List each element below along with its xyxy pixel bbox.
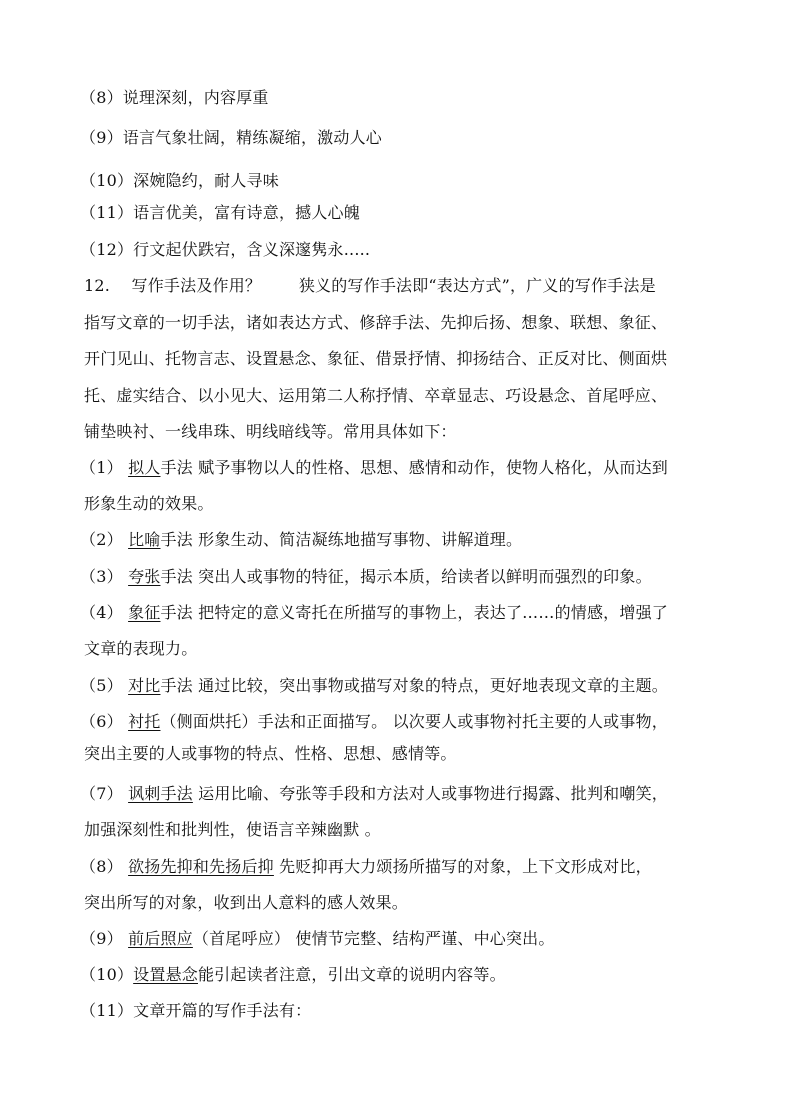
list-item	[80, 712, 668, 732]
item-prefix: （4）	[80, 603, 129, 622]
list-item-continuation: 加强深刻性和批判性，使语言辛辣幽默 。	[84, 820, 381, 839]
text-line: （10）深婉隐约，耐人寻味	[80, 171, 279, 190]
item-text: 手法 突出人或事物的特征，揭示本质，给读者以鲜明而强烈的印象。	[160, 567, 652, 586]
technique-term: 对比	[128, 676, 161, 695]
list-item-continuation: 突出所写的对象，收到出人意料的感人效果。	[84, 893, 409, 912]
list-item	[80, 530, 522, 550]
text-line: （8）说理深刻，内容厚重	[80, 88, 269, 107]
list-item-continuation: 突出主要的人或事物的特点、性格、思想、感情等。	[84, 744, 457, 763]
item-prefix: （2）	[80, 530, 129, 549]
item-text: 先贬抑再大力颂扬所描写的对象，上下文形成对比，	[273, 857, 652, 876]
list-item: （11）文章开篇的写作手法有：	[80, 1001, 312, 1020]
technique-term: 比喻	[128, 530, 161, 549]
text-line: （12）行文起伏跌宕，含义深邃隽永.....	[80, 240, 371, 259]
list-item-continuation: 形象生动的效果。	[84, 494, 214, 513]
item-text: 手法 赋予事物以人的性格、思想、感情和动作，使物人格化，从而达到	[160, 458, 668, 477]
list-item	[80, 567, 652, 587]
item-text: 手法 形象生动、简洁凝练地描写事物、讲解道理。	[160, 530, 523, 549]
text-line: 铺垫映衬、一线串珠、明线暗线等。常用具体如下：	[84, 422, 457, 441]
text-line: 指写文章的一切手法，诸如表达方式、修辞手法、先抑后扬、想象、联想、象征、	[84, 313, 668, 332]
list-item	[80, 857, 652, 877]
item-prefix: （7）	[80, 784, 129, 803]
technique-term: 前后照应	[128, 929, 193, 948]
list-item	[80, 929, 555, 949]
item-text: （首尾呼应） 使情节完整、结构严谨、中心突出。	[192, 929, 555, 948]
item-prefix: （3）	[80, 567, 129, 586]
technique-term: 设置悬念	[133, 965, 198, 984]
technique-term: 欲扬先抑和先扬后抑	[128, 857, 274, 876]
technique-term: 衬托	[128, 712, 161, 731]
item-prefix: （10）	[80, 965, 134, 984]
item-text: 能引起读者注意，引出文章的说明内容等。	[197, 965, 506, 984]
text-line: （9）语言气象壮阔，精练凝缩，激动人心	[80, 128, 382, 147]
list-item	[80, 458, 668, 478]
item-prefix: （5）	[80, 676, 129, 695]
list-item	[80, 676, 668, 696]
list-item	[80, 603, 668, 623]
item-text: 手法 把特定的意义寄托在所描写的事物上，表达了……的情感，增强了	[160, 603, 668, 622]
item-text: 运用比喻、夸张等手段和方法对人或事物进行揭露、批判和嘲笑，	[192, 784, 668, 803]
item-prefix: （9）	[80, 929, 129, 948]
technique-term: 拟人	[128, 458, 161, 477]
item-prefix: （8）	[80, 857, 129, 876]
item-prefix: （6）	[80, 712, 129, 731]
text-line: （11）语言优美，富有诗意，撼人心魄	[80, 203, 360, 222]
text-line: 托、虚实结合、以小见大、运用第二人称抒情、卒章显志、巧设悬念、首尾呼应、	[84, 386, 668, 405]
technique-term: 象征	[128, 603, 161, 622]
item-prefix: （1）	[80, 458, 129, 477]
text-line: 12. 写作手法及作用？ 狭义的写作手法即“表达方式”，广义的写作手法是	[84, 276, 656, 295]
technique-term: 讽刺手法	[128, 784, 193, 803]
list-item-continuation: 文章的表现力。	[84, 639, 198, 658]
item-text: 手法 通过比较，突出事物或描写对象的特点，更好地表现文章的主题。	[160, 676, 668, 695]
list-item	[80, 965, 506, 985]
technique-term: 夸张	[128, 567, 161, 586]
item-text: （侧面烘托）手法和正面描写。 以次要人或事物衬托主要的人或事物，	[160, 712, 668, 731]
list-item	[80, 784, 668, 804]
text-line: 开门见山、托物言志、设置悬念、象征、借景抒情、抑扬结合、正反对比、侧面烘	[84, 349, 668, 368]
